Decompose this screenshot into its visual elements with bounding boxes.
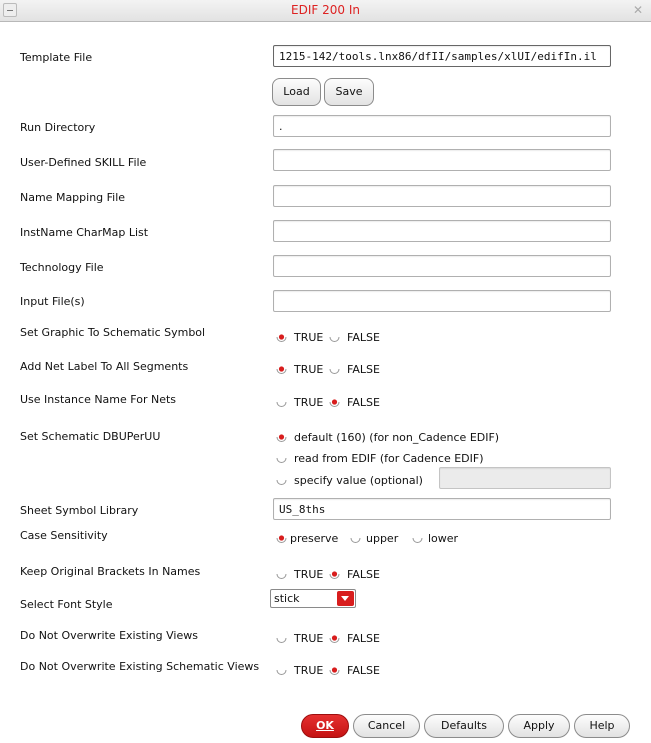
keep-brackets-label: Keep Original Brackets In Names (20, 565, 201, 578)
font-style-select[interactable] (270, 589, 356, 608)
ok-button[interactable]: OK (301, 714, 349, 738)
radio-selected-icon (329, 397, 340, 408)
title-bar[interactable] (0, 0, 651, 22)
technology-file-label: Technology File (20, 261, 104, 274)
radio-unselected-icon (276, 633, 287, 644)
font-style-label: Select Font Style (20, 598, 113, 611)
run-directory-field[interactable]: . (273, 115, 611, 137)
load-button[interactable]: Load (272, 78, 321, 106)
graphic-schematic-label: Set Graphic To Schematic Symbol (20, 326, 206, 339)
template-file-label: Template File (20, 51, 93, 64)
radio-unselected-icon (329, 332, 340, 343)
technology-file-field[interactable] (273, 255, 611, 277)
name-mapping-field[interactable] (273, 185, 611, 207)
radio-selected-icon (329, 633, 340, 644)
radio-unselected-icon (276, 569, 287, 580)
apply-button[interactable]: Apply (508, 714, 570, 738)
font-style-value: stick (274, 592, 300, 605)
input-files-label: Input File(s) (20, 295, 85, 308)
cancel-button[interactable]: Cancel (353, 714, 420, 738)
radio-unselected-icon (276, 665, 287, 676)
input-files-field[interactable] (273, 290, 611, 312)
radio-unselected-icon (329, 364, 340, 375)
name-mapping-label: Name Mapping File (20, 191, 126, 204)
radio-selected-icon (329, 569, 340, 580)
net-label-label: Add Net Label To All Segments (20, 360, 189, 373)
template-file-field[interactable]: 1215-142/tools.lnx86/dfII/samples/xlUI/edifIn.il (273, 45, 611, 67)
instance-name-nets-label: Use Instance Name For Nets (20, 393, 177, 406)
instname-charmap-label: InstName CharMap List (20, 226, 149, 239)
edif-in-dialog: EDIF 200 In ✕ Template File 1215-142/tools.lnx86/dfII/samples/xlUI/edifIn.il Load Save Run Directory . User-Defined SKILL File Name Mapping File InstName CharMap List Technology File Input File(s) Set Graphic To Schematic Symbol TRUE FALSE Add Net Label To All Segments TRUE FALSE Use Instance Name For Nets TRUE FALSE Set Schematic DBUPerUU default (160) (for non_Cadence EDIF) read from EDIF (for Cadence EDIF) specify value (optional) Sheet Symbol Library US_8ths Case Sensitivity preserve upper lower Keep Original Brackets In Names TRUE FALSE Select Font Style stick Do Not Overwrite Existing Views TRUE FALSE Do Not Overwrite Existing Schematic Views TRUE FALSE OK Cancel Defaults Apply Help (0, 0, 651, 743)
save-button[interactable]: Save (324, 78, 374, 106)
close-icon[interactable]: ✕ (632, 3, 644, 17)
help-button[interactable]: Help (574, 714, 630, 738)
run-directory-label: Run Directory (20, 121, 96, 134)
sheet-symbol-library-field[interactable]: US_8ths (273, 498, 611, 520)
radio-unselected-icon (350, 533, 361, 544)
skill-file-label: User-Defined SKILL File (20, 156, 147, 169)
defaults-button[interactable]: Defaults (424, 714, 504, 738)
radio-selected-icon (276, 533, 287, 544)
chevron-down-icon[interactable] (337, 591, 354, 606)
no-overwrite-views-label: Do Not Overwrite Existing Views (20, 629, 198, 642)
window-title: EDIF 200 In (291, 3, 360, 17)
dbuperuu-specify-field[interactable] (439, 467, 611, 489)
sheet-symbol-library-label: Sheet Symbol Library (20, 504, 139, 517)
button-bar (0, 708, 651, 743)
instname-charmap-field[interactable] (273, 220, 611, 242)
radio-selected-icon (276, 364, 287, 375)
radio-unselected-icon (276, 397, 287, 408)
radio-selected-icon (276, 332, 287, 343)
skill-file-field[interactable] (273, 149, 611, 171)
radio-selected-icon (276, 432, 287, 443)
radio-unselected-icon (276, 453, 287, 464)
radio-selected-icon (329, 665, 340, 676)
dbuperuu-label: Set Schematic DBUPerUU (20, 430, 161, 443)
radio-unselected-icon (412, 533, 423, 544)
radio-unselected-icon (276, 475, 287, 486)
no-overwrite-schematic-label: Do Not Overwrite Existing Schematic Views (20, 660, 260, 673)
case-sensitivity-label: Case Sensitivity (20, 529, 108, 542)
